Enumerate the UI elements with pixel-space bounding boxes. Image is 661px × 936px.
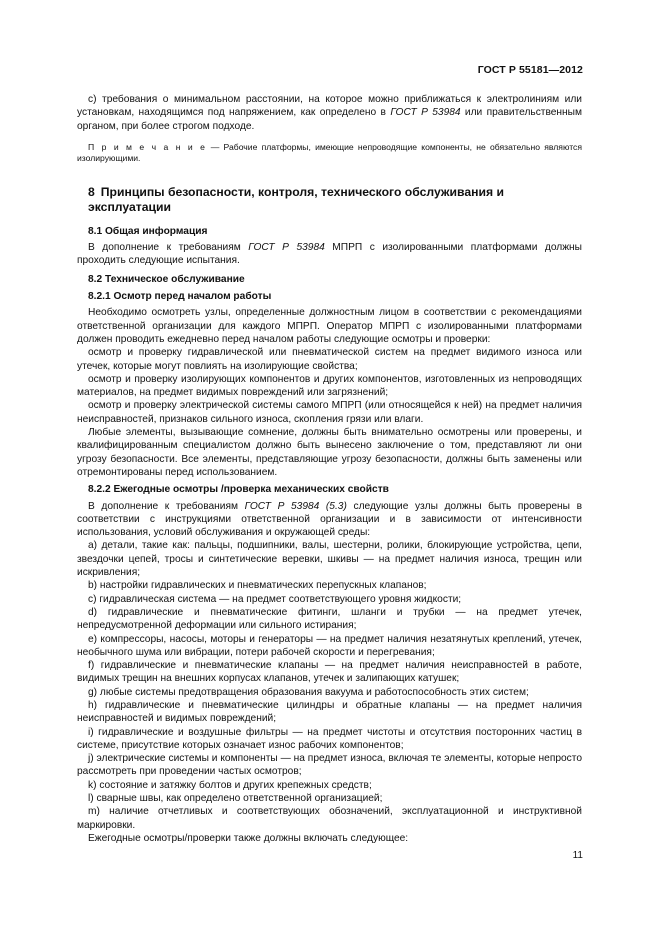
- document-header: ГОСТ Р 55181—2012: [477, 64, 583, 76]
- document-body: [77, 93, 582, 845]
- list-item: g) любые системы предотвращения образования вакуума и работоспособность этих систем;: [88, 686, 529, 698]
- closing-paragraph: Ежегодные осмотры/проверки также должны включать следующее:: [88, 832, 409, 844]
- list-item: а) детали, такие как: пальцы, подшипники, валы, шестерни, ролики, блокирующие устройства, цепи, звездочки цепей, тросы и синтетические веревки, шкивы — на предмет наличия износа, трещин или искривления;: [77, 540, 582, 579]
- paragraph: Необходимо осмотреть узлы, определенные должностным лицом в соответствии с рекомендациями ответственной организации для каждого МПРП. Оператор МПРП с изолированными платформами должен проводить ежедневно перед началом работы следующие осмотры и проверки:: [77, 307, 582, 345]
- list-item: b) настройки гидравлических и пневматических перепускных клапанов;: [88, 580, 427, 592]
- paragraph: осмотр и проверку электрической системы самого МПРП (или относящейся к ней) на предмет наличия неисправностей, признаков сильного износа, скопления грязи или влаги.: [77, 400, 582, 425]
- item-c-text: с) требования о минимальном расстоянии, на которое можно приближаться к электролиниям или установкам, находящимся под напряжением, как определено в: [77, 94, 582, 119]
- page-number: 11: [572, 850, 583, 861]
- subsection-8-1-heading: 8.1 Общая информация: [88, 225, 208, 237]
- note-label: П р и м е ч а н и е: [88, 141, 207, 152]
- subsection-8-2-heading: 8.2 Техническое обслуживание: [88, 273, 245, 285]
- section-title: Принципы безопасности, контроля, технического обслуживания и эксплуатации: [88, 184, 504, 215]
- item-c-paragraph: [77, 93, 582, 133]
- list-item: е) компрессоры, насосы, моторы и генераторы — на предмет наличия незатянутых креплений, утечек, необычного шума или вибрации, потери рабочей скорости и перегревания;: [77, 633, 582, 658]
- list-item: f) гидравлические и пневматические клапаны — на предмет наличия неисправностей в работе, видимых трещин на внешних корпусах клапанов, утечек и залипающих катушек;: [77, 660, 582, 685]
- note-text: — Рабочие платформы, имеющие непроводящие компоненты, не обязательно являются изолирующими.: [77, 141, 583, 164]
- section-number: 8: [88, 184, 95, 199]
- section-8-heading: [77, 185, 582, 216]
- item-c-tail: или правительственным органом, при более строгом подходе.: [77, 107, 582, 132]
- list-item: m) наличие отчетливых и соответствующих обозначений, эксплуатационной и инструктивной маркировки.: [77, 806, 582, 831]
- paragraph: осмотр и проверку изолирующих компонентов и других компонентов, изготовленных из непроводящих материалов, на предмет видимых повреждений или загрязнений;: [77, 373, 582, 399]
- list-item: k) состояние и затяжку болтов и других крепежных средств;: [88, 779, 372, 791]
- subsection-8-2-1-heading: 8.2.1 Осмотр перед началом работы: [88, 291, 272, 303]
- standard-reference: ГОСТ Р 53984: [390, 107, 461, 119]
- paragraph-text: МПРП с изолированными платформами должны проходить следующие испытания.: [77, 242, 582, 267]
- list-item: d) гидравлические и пневматические фитинги, шланги и трубки — на предмет утечек, непредусмотренной деформации или сильного истирания;: [77, 606, 582, 632]
- standard-reference: ГОСТ Р 53984: [248, 242, 325, 254]
- subsection-8-2-2-heading: 8.2.2 Ежегодные осмотры /проверка механических свойств: [88, 484, 389, 496]
- list-item: l) сварные швы, как определено ответственной организацией;: [88, 793, 383, 805]
- list-item: j) электрические системы и компоненты — на предмет износа, включая те элементы, которые непросто рассмотреть при проведении частых осмотров;: [77, 753, 582, 778]
- note-paragraph: [77, 142, 582, 165]
- subsection-8-1-paragraph: [77, 241, 582, 268]
- paragraph-text: В дополнение к требованиям: [88, 242, 249, 254]
- subsection-8-2-2-intro: [77, 500, 582, 540]
- list-item: i) гидравлические и воздушные фильтры — на предмет чистоты и отсутствия посторонних частиц в системе, присутствие которых означает износ рабочих компонентов;: [77, 726, 582, 751]
- list-item: c) гидравлическая система — на предмет соответствующего уровня жидкости;: [88, 593, 462, 605]
- paragraph: Любые элементы, вызывающие сомнение, должны быть внимательно осмотрены или проверены, и квалифицированным специалистом должно быть вынесено заключение о том, представляют ли они угрозу безопасности. Все элементы, представляющие угрозу безопасности, должны быть заменены или отремонтированы перед использованием.: [77, 427, 582, 478]
- paragraph-text: следующие узлы должны быть проверены в соответствии с инструкциями ответственной организации и в зависимости от интенсивности использования, условий обслуживания и окружающей среды:: [77, 500, 583, 539]
- paragraph: осмотр и проверку гидравлической или пневматической систем на предмет видимого износа или утечек, которые могут повлиять на изолирующие свойства;: [77, 347, 582, 372]
- paragraph-text: В дополнение к требованиям: [88, 500, 245, 512]
- list-item: h) гидравлические и пневматические цилиндры и обратные клапаны — на предмет наличия неисправностей и видимых повреждений;: [77, 699, 582, 725]
- standard-reference: ГОСТ Р 53984 (5.3): [244, 500, 347, 512]
